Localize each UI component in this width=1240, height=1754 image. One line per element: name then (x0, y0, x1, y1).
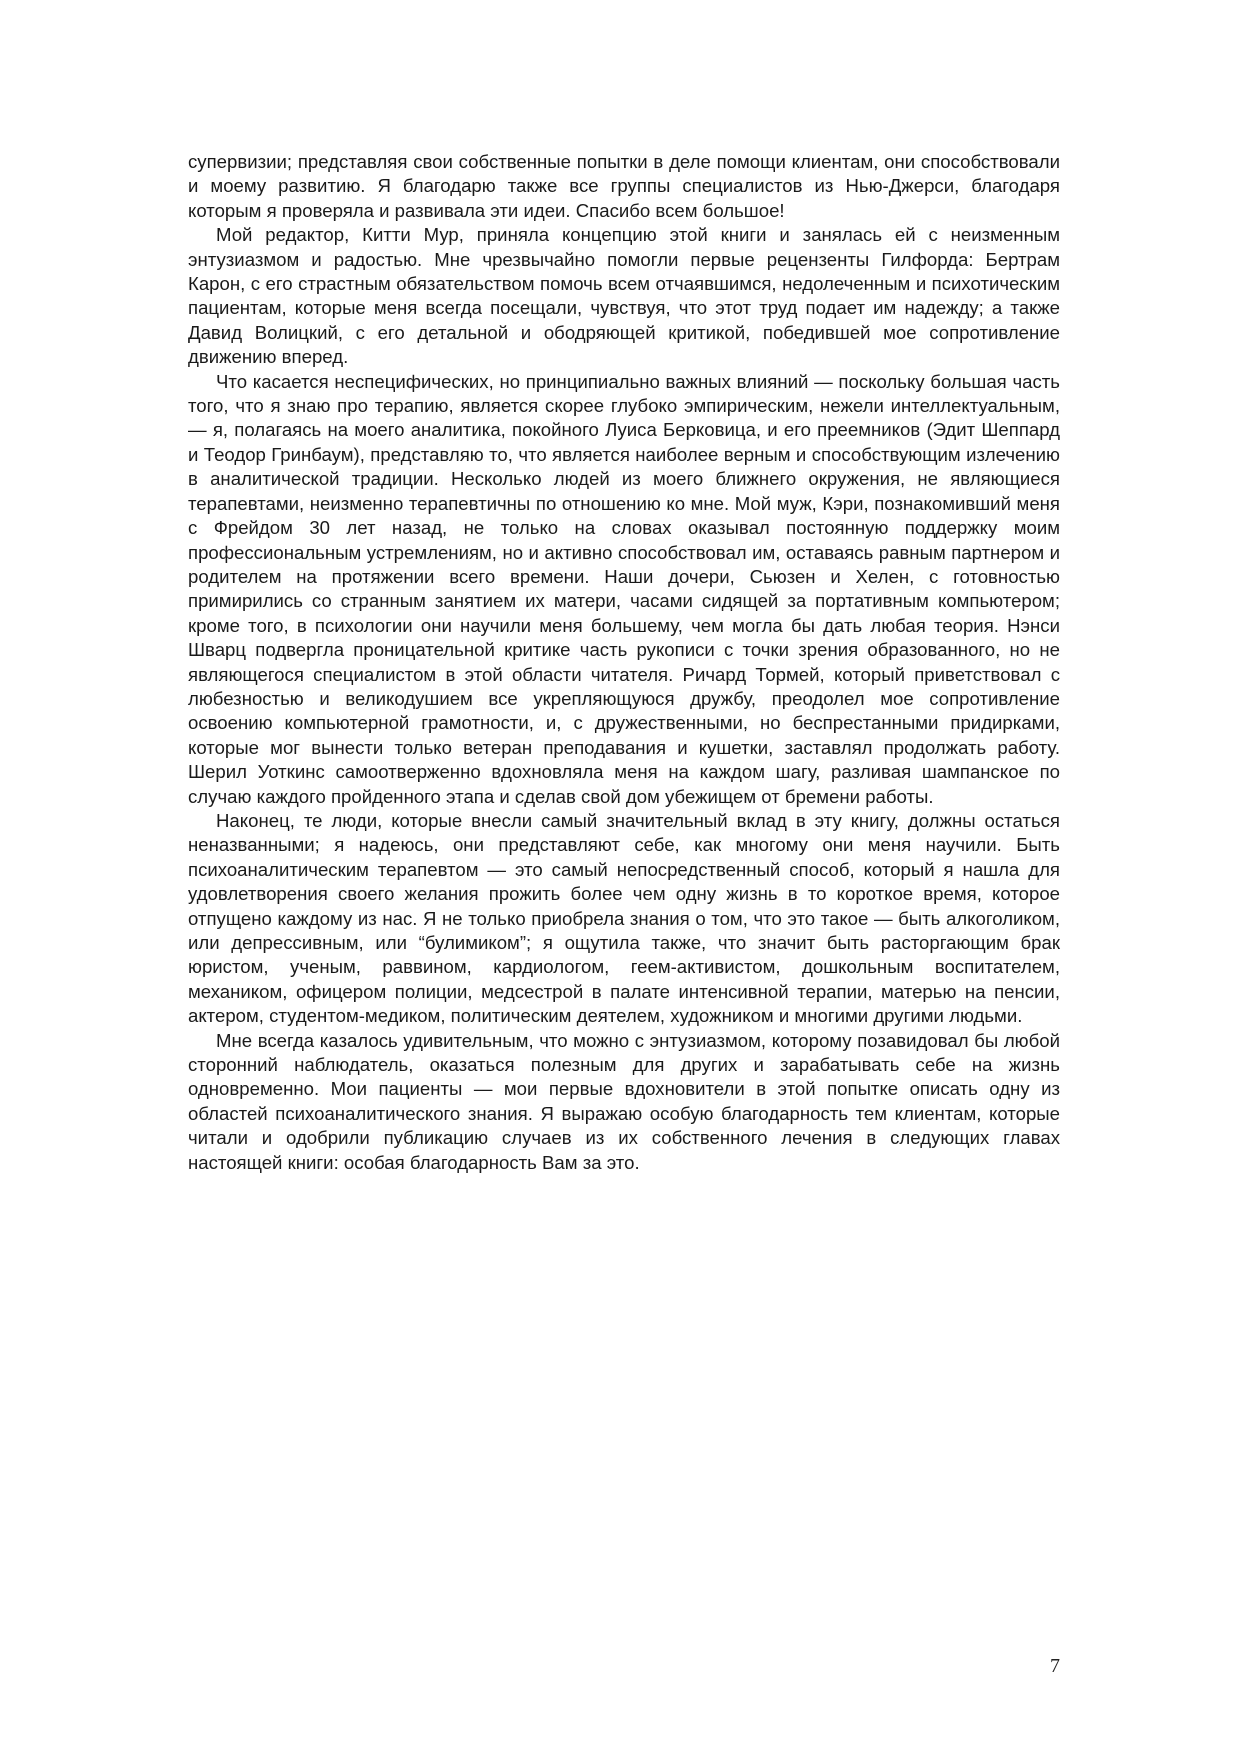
paragraph-5: Мне всегда казалось удивительным, что можно с энтузиазмом, которому позавидовал бы любой сторонний наблюдатель, оказаться полезным для других и зарабатывать себе на жизнь одновременно. Мои пациенты — мои первые вдохновители в этой попытке описать одну из областей психоаналитического знания. Я выражаю особую благодарность тем клиентам, которые читали и одобрили публикацию случаев из их собственного лечения в следующих главах настоящей книги: особая благодарность Вам за это. (188, 1029, 1060, 1173)
paragraph-1: супервизии; представляя свои собственные попытки в деле помощи клиентам, они способствовали и моему развитию. Я благодарю также все группы специалистов из Нью-Джерси, благодаря которым я проверяла и развивала эти идеи. Спасибо всем большое! (188, 151, 1060, 221)
body-text (188, 150, 1060, 1175)
paragraph-3: Что касается неспецифических, но принципиально важных влияний — поскольку большая часть того, что я знаю про терапию, является скорее глубоко эмпирическим, нежели интеллектуальным, — я, полагаясь на моего аналитика, покойного Луиса Берковица, и его преемников (Эдит Шеппард и Теодор Гринбаум), представляю то, что является наиболее верным и способствующим излечению в аналитической традиции. Несколько людей из моего ближнего окружения, не являющиеся терапевтами, неизменно терапевтичны по отношению ко мне. Мой муж, Кэри, познакомивший меня с Фрейдом 30 лет назад, не только на словах оказывал постоянную поддержку моим профессиональным устремлениям, но и активно способствовал им, оставаясь равным партнером и родителем на протяжении всего времени. Наши дочери, Сьюзен и Хелен, с готовностью примирились со странным занятием их матери, часами сидящей за портативным компьютером; кроме того, в психологии они научили меня большему, чем могла бы дать любая теория. Нэнси Шварц подвергла проницательной критике часть рукописи с точки зрения образованного, но не являющегося специалистом в этой области читателя. Ричард Тормей, который приветствовал с любезностью и великодушием все укрепляющуюся дружбу, преодолел мое сопротивление освоению компьютерной грамотности, и, с дружественными, но беспрестанными придирками, которые мог вынести только ветеран преподавания и кушетки, заставлял продолжать работу. Шерил Уоткинс самоотверженно вдохновляла меня на каждом шагу, разливая шампанское по случаю каждого пройденного этапа и сделав свой дом убежищем от бремени работы. (188, 370, 1060, 807)
paragraph-4: Наконец, те люди, которые внесли самый значительный вклад в эту книгу, должны остаться неназванными; я надеюсь, они представляют себе, как многому они меня научили. Быть психоаналитическим терапевтом — это самый непосредственный способ, который я нашла для удовлетворения своего желания прожить более чем одну жизнь в то короткое время, которое отпущено каждому из нас. Я не только приобрела знания о том, что это такое — быть алкоголиком, или депрессивным, или “булимиком”; я ощутила также, что значит быть расторгающим брак юристом, ученым, раввином, кардиологом, геем-активистом, дошкольным воспитателем, механиком, офицером полиции, медсестрой в палате интенсивной терапии, матерью на пенсии, актером, студентом-медиком, политическим деятелем, художником и многими другими людьми. (188, 809, 1060, 1027)
page-number: 7 (1050, 1655, 1060, 1677)
paragraph-2: Мой редактор, Китти Мур, приняла концепцию этой книги и занялась ей с неизменным энтузиазмом и радостью. Мне чрезвычайно помогли первые рецензенты Гилфорда: Бертрам Карон, с его страстным обязательством помочь всем отчаявшимся, недолеченным и психотическим пациентам, которые меня всегда посещали, чувствуя, что этот труд подает им надежду; а также Давид Волицкий, с его детальной и ободряющей критикой, победившей мое сопротивление движению вперед. (188, 224, 1060, 368)
